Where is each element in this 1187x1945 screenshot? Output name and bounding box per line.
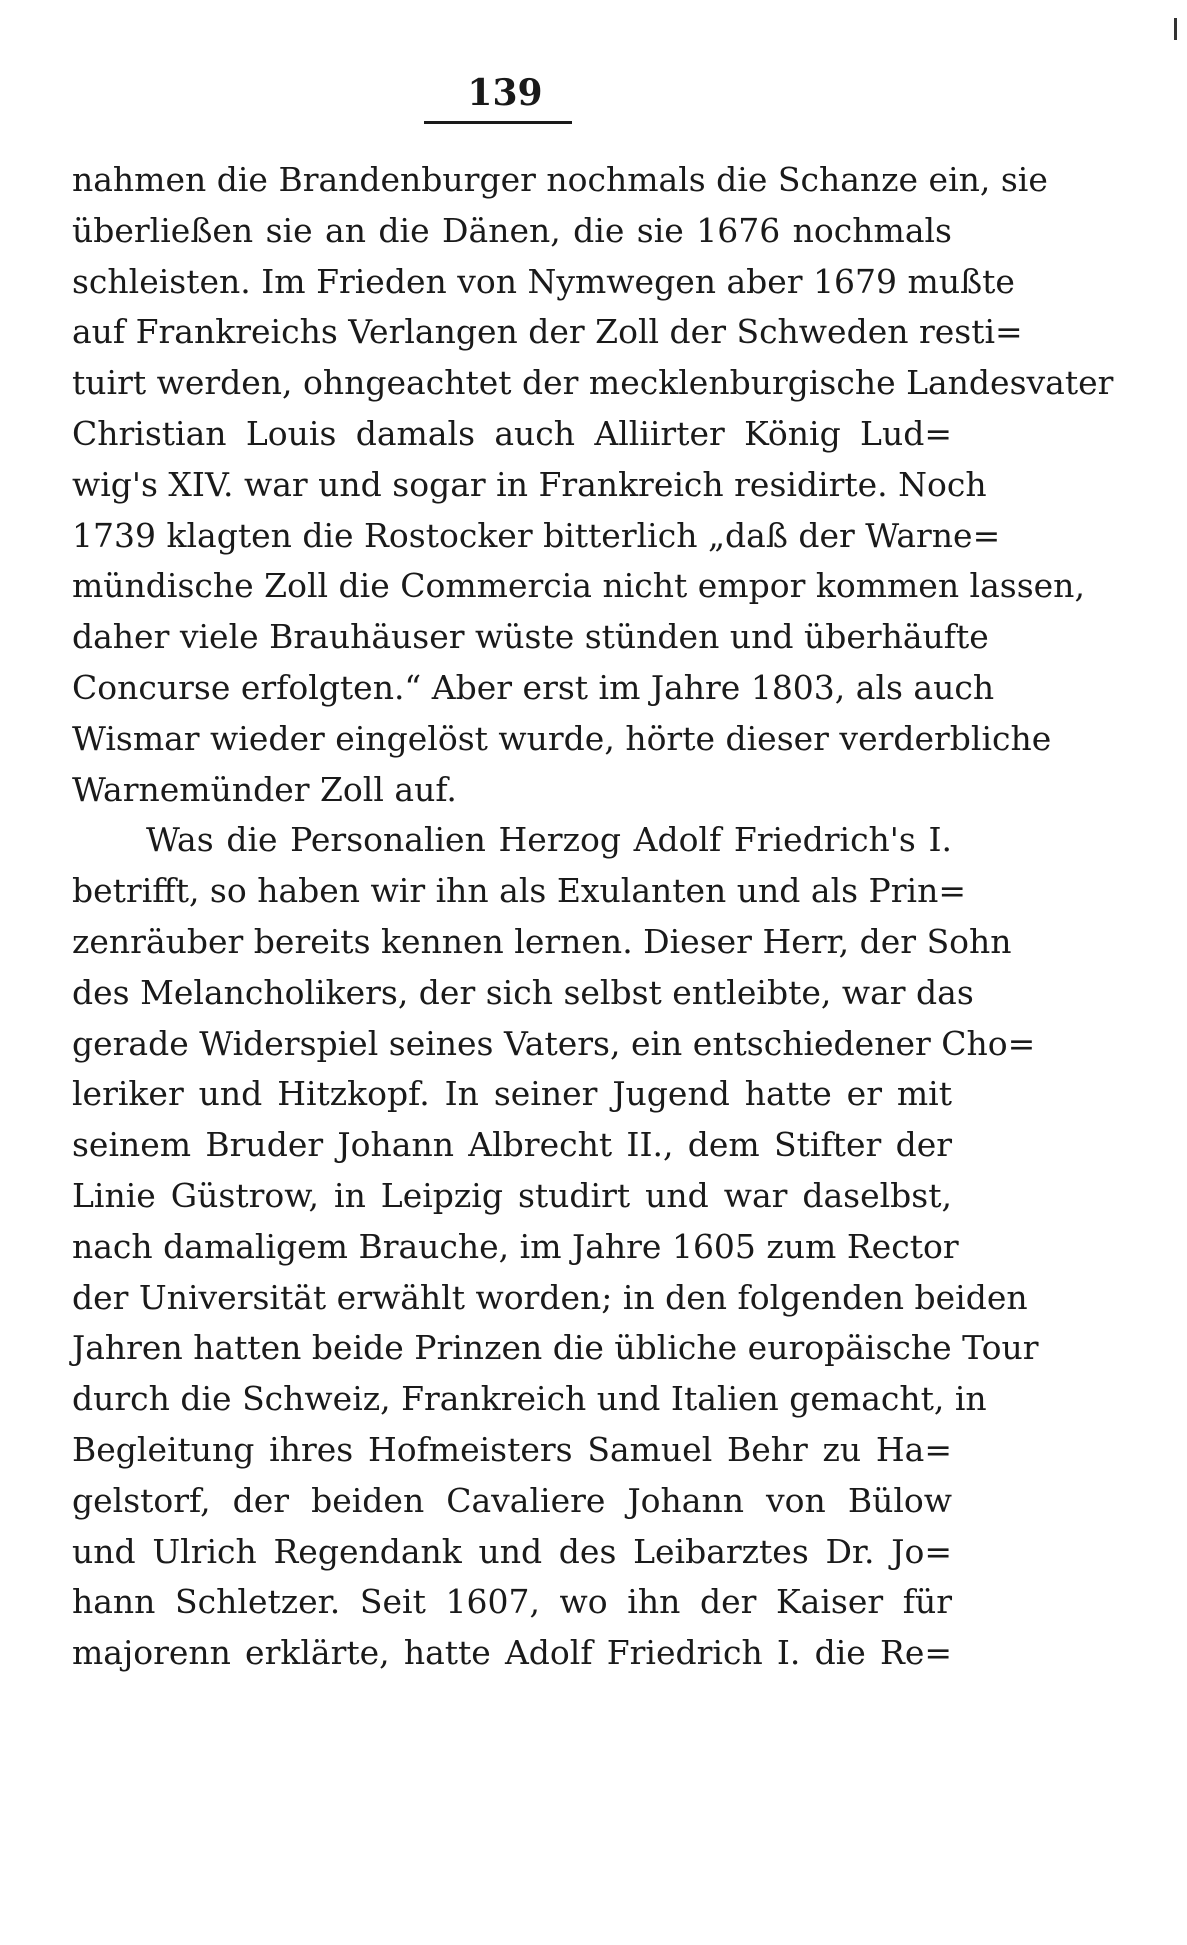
text-line: durch die Schweiz, Frankreich und Italien gemacht, in bbox=[72, 1379, 987, 1419]
paragraph-end-line: Warnemünder Zoll auf. bbox=[72, 769, 457, 809]
text-line: überließen sie an die Dänen, die sie 1676 nochmals bbox=[72, 210, 952, 250]
text-line: zenräuber bereits kennen lernen. Dieser Herr, der Sohn bbox=[72, 921, 1012, 961]
page-number: 139 bbox=[467, 72, 543, 114]
text-line: der Universität erwählt worden; in den folgenden beiden bbox=[72, 1277, 1028, 1317]
text-line: wig's XIV. war und sogar in Frankreich residirte. Noch bbox=[72, 464, 987, 504]
text-line: Begleitung ihres Hofmeisters Samuel Behr zu Ha= bbox=[72, 1429, 952, 1469]
text-line: leriker und Hitzkopf. In seiner Jugend hatte er mit bbox=[72, 1074, 952, 1114]
text-line: Concurse erfolgten.“ Aber erst im Jahre 1803, als auch bbox=[72, 667, 995, 707]
text-line: gerade Widerspiel seines Vaters, ein entschiedener Cho= bbox=[72, 1023, 1036, 1063]
paragraph-start-line: Was die Personalien Herzog Adolf Friedrich's I. bbox=[146, 820, 952, 860]
text-line: daher viele Brauhäuser wüste stünden und überhäufte bbox=[72, 617, 989, 657]
text-line: schleisten. Im Frieden von Nymwegen aber 1679 mußte bbox=[72, 261, 1015, 301]
text-line: Jahren hatten beide Prinzen die übliche europäische Tour bbox=[72, 1328, 1039, 1368]
text-line: Linie Güstrow, in Leipzig studirt und war daselbst, bbox=[72, 1175, 952, 1215]
text-line: betrifft, so haben wir ihn als Exulanten und als Prin= bbox=[72, 871, 966, 911]
text-line: seinem Bruder Johann Albrecht II., dem Stifter der bbox=[72, 1125, 952, 1165]
text-line: auf Frankreichs Verlangen der Zoll der Schweden resti= bbox=[72, 312, 1023, 352]
body-text bbox=[72, 155, 1114, 1679]
text-line: tuirt werden, ohngeachtet der mecklenburgische Landesvater bbox=[72, 363, 1114, 403]
text-line: 1739 klagten die Rostocker bitterlich „daß der Warne= bbox=[72, 515, 1001, 555]
text-line: majorenn erklärte, hatte Adolf Friedrich I. die Re= bbox=[72, 1633, 952, 1673]
text-line: des Melancholikers, der sich selbst entleibte, war das bbox=[72, 972, 974, 1012]
text-line: nach damaligem Brauche, im Jahre 1605 zum Rector bbox=[72, 1226, 959, 1266]
page-edge-mark bbox=[1174, 18, 1177, 40]
text-line: und Ulrich Regendank und des Leibarztes Dr. Jo= bbox=[72, 1531, 952, 1571]
text-line: Wismar wieder eingelöst wurde, hörte dieser verderbliche bbox=[72, 718, 1052, 758]
text-line: mündische Zoll die Commercia nicht empor kommen lassen, bbox=[72, 566, 1085, 606]
text-line: nahmen die Brandenburger nochmals die Schanze ein, sie bbox=[72, 160, 1048, 199]
text-line: hann Schletzer. Seit 1607, wo ihn der Kaiser für bbox=[72, 1582, 952, 1622]
page-number-rule bbox=[424, 121, 572, 124]
text-line: gelstorf, der beiden Cavaliere Johann von Bülow bbox=[72, 1480, 952, 1520]
text-line: Christian Louis damals auch Alliirter König Lud= bbox=[72, 413, 952, 453]
